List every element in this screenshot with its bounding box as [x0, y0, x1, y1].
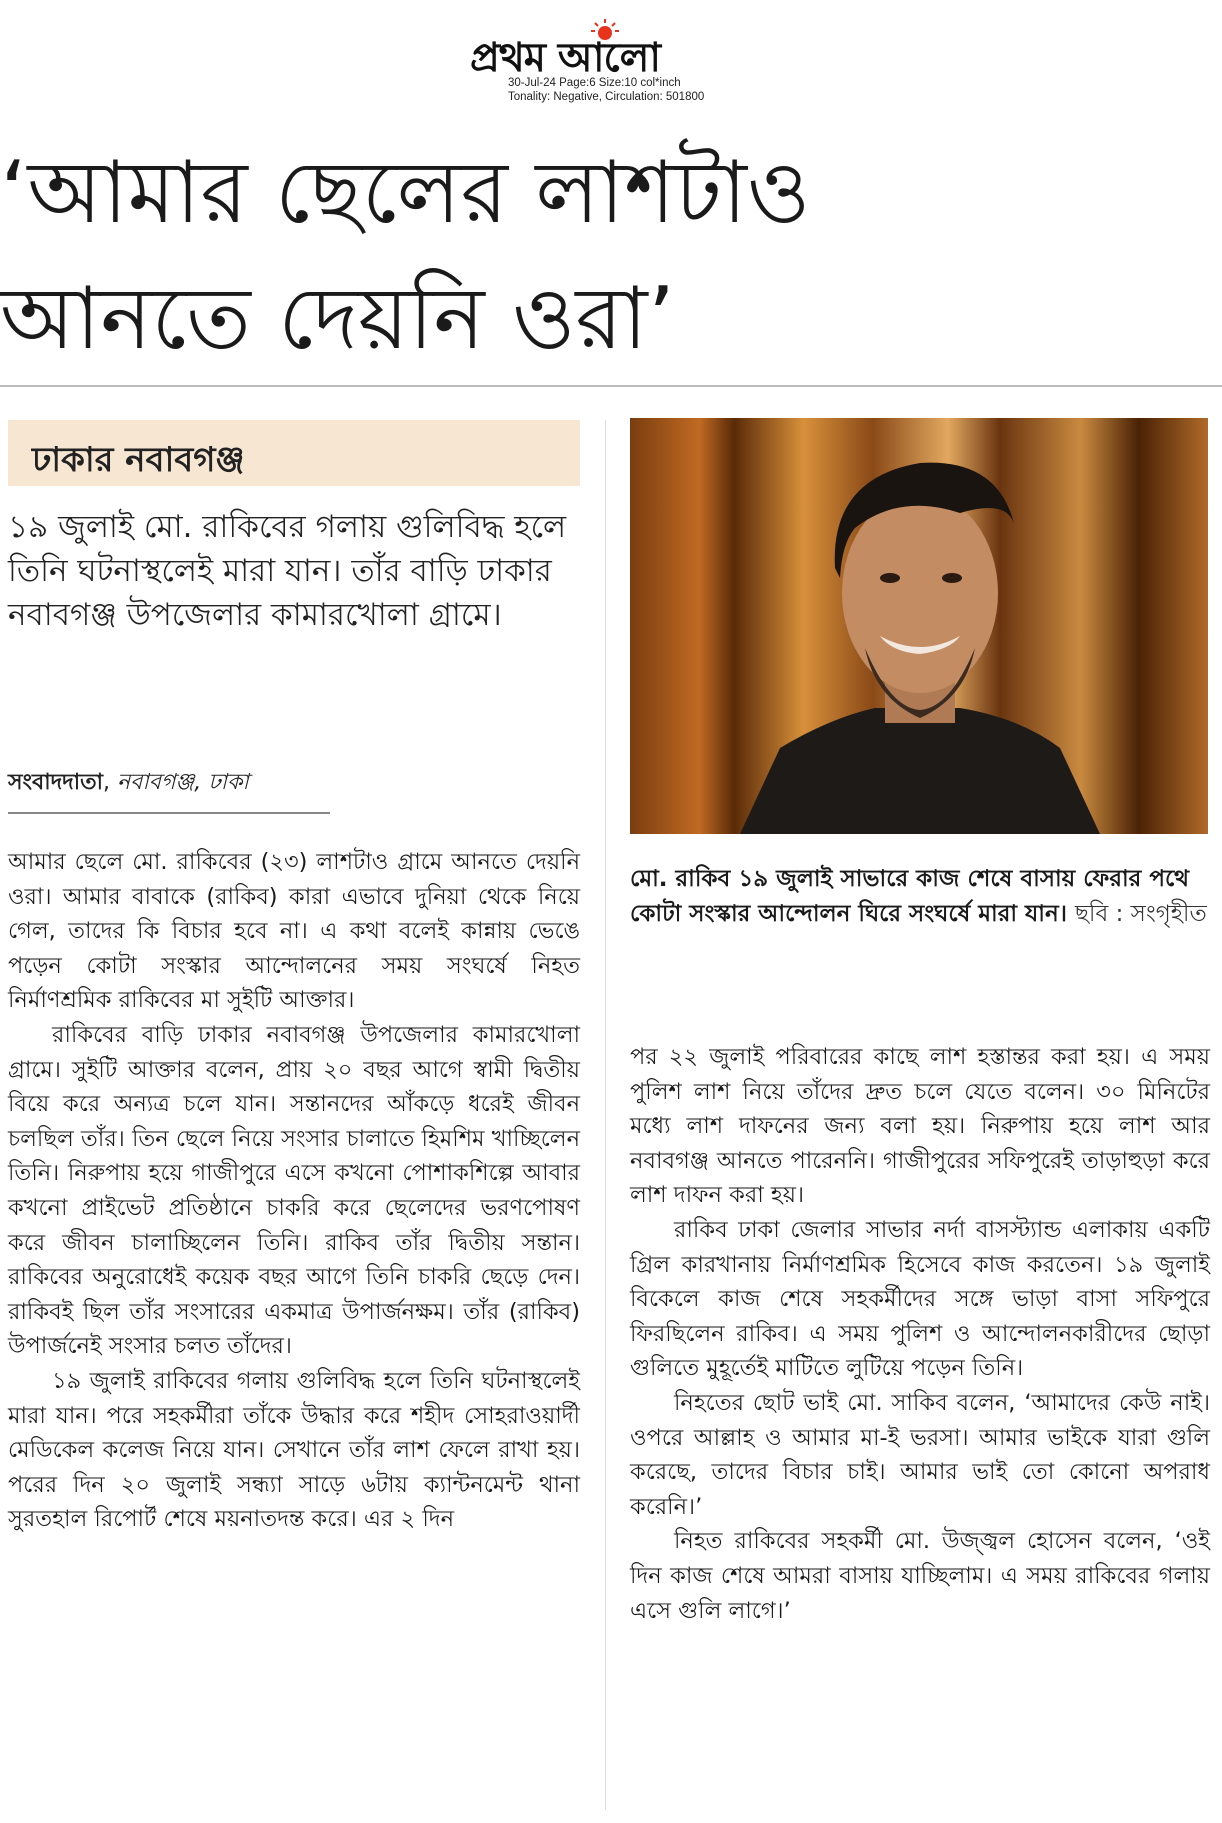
body-column-2 — [630, 1040, 1210, 1628]
headline — [0, 130, 1222, 382]
logo-text: প্রথম আলো — [470, 35, 661, 81]
body-column-1 — [8, 845, 580, 1537]
byline-place: নবাবগঞ্জ, ঢাকা — [117, 770, 249, 795]
portrait-illustration — [630, 418, 1208, 834]
byline-rule — [8, 812, 330, 814]
paragraph: নিহত রাকিবের সহকর্মী মো. উজ্জ্বল হোসেন বলেন, ‘ওই দিন কাজ শেষে আমরা বাসায় যাচ্ছিলাম। এ সময় রাকিবের গলায় এসে গুলি লাগে।’ — [630, 1528, 1210, 1624]
location-label: ঢাকার নবাবগঞ্জ — [32, 440, 245, 480]
meta-date-size: 30-Jul-24 Page:6 Size:10 col*inch — [508, 77, 681, 89]
byline-role: সংবাদদাতা — [8, 770, 104, 795]
meta-tonality: Tonality: Negative, Circulation: 501800 — [508, 91, 705, 103]
column-separator — [605, 420, 606, 1810]
paragraph: নিহতের ছোট ভাই মো. সাকিব বলেন, ‘আমাদের কেউ নাই। ওপরে আল্লাহ ও আমার মা-ই ভরসা। আমার ভাইকে যারা গুলি করেছে, তাদের বিচার চাই। আমার ভাই তো কোনো অপরাধ করেনি।’ — [630, 1389, 1210, 1520]
photo-credit: ছবি : সংগৃহীত — [1074, 901, 1207, 927]
headline-rule — [0, 385, 1222, 387]
caption-text: মো. রাকিব ১৯ জুলাই সাভারে কাজ শেষে বাসায় ফেরার পথে কোটা সংস্কার আন্দোলন ঘিরে সংঘর্ষে মারা যান। — [630, 866, 1190, 927]
headline-line-1: ‘আমার ছেলের লাশটাও — [0, 143, 811, 243]
article-summary: ১৯ জুলাই মো. রাকিবের গলায় গুলিবিদ্ধ হলে তিনি ঘটনাস্থলেই মারা যান। তাঁর বাড়ি ঢাকার নবাবগঞ্জ উপজেলার কামারখোলা গ্রামে। — [8, 509, 567, 633]
photo-caption — [630, 862, 1210, 932]
paragraph: রাকিব ঢাকা জেলার সাভার নর্দা বাসস্ট্যান্ড এলাকায় একটি গ্রিল কারখানায় নির্মাণশ্রমিক হিসেবে কাজ করতেন। ১৯ জুলাই বিকেলে কাজ শেষে সহকর্মীদের সঙ্গে ভাড়া বাসা সফিপুরে ফিরছিলেন রাকিব। এ সময় পুলিশ ও আন্দোলনকারীদের ছোড়া গুলিতে মুহূর্তেই মাটিতে লুটিয়ে পড়েন তিনি। — [630, 1216, 1210, 1382]
masthead — [0, 0, 1222, 110]
paragraph: আমার ছেলে মো. রাকিবের (২৩) লাশটাও গ্রামে আনতে দেয়নি ওরা। আমার বাবাকে (রাকিব) কারা এভাবে দুনিয়া থেকে নিয়ে গেল, তাদের কি বিচার হবে না। এ কথা বলেই কান্নায় ভেঙে পড়েন কোটা সংস্কার আন্দোলনের সময় সংঘর্ষে নিহত নির্মাণশ্রমিক রাকিবের মা সুইটি আক্তার। — [8, 849, 580, 1014]
paragraph: ১৯ জুলাই রাকিবের গলায় গুলিবিদ্ধ হলে তিনি ঘটনাস্থলেই মারা যান। পরে সহকর্মীরা তাঁকে উদ্ধার করে শহীদ সোহরাওয়ার্দী মেডিকেল কলেজ নিয়ে যান। সেখানে তাঁর লাশ ফেলে রাখা হয়। পরের দিন ২০ জুলাই সন্ধ্যা সাড়ে ৬টায় ক্যান্টনমেন্ট থানা সুরতহাল রিপোর্ট শেষে ময়নাতদন্ত করে। এর ২ দিন — [8, 1367, 580, 1533]
paragraph: রাকিবের বাড়ি ঢাকার নবাবগঞ্জ উপজেলার কামারখোলা গ্রামে। সুইটি আক্তার বলেন, প্রায় ২০ বছর আগে স্বামী দ্বিতীয় বিয়ে করে অন্যত্র চলে যান। সন্তানদের আঁকড়ে ধরেই জীবন চলছিল তাঁর। তিন ছেলে নিয়ে সংসার চালাতে হিমশিম খাচ্ছিলেন তিনি। নিরুপায় হয়ে গাজীপুরে এসে কখনো পোশাকশিল্পে আবার কখনো প্রাইভেট প্রতিষ্ঠানে চাকরি করে ছেলেদের ভরণপোষণ করে জীবন চালাচ্ছিলেন তিনি। রাকিব তাঁর দ্বিতীয় সন্তান। রাকিবের অনুরোধেই কয়েক বছর আগে তিনি চাকরি ছেড়ে দেন। রাকিবই ছিল তাঁর সংসারের একমাত্র উপার্জনক্ষম। তাঁর (রাকিব) উপার্জনেই সংসার চলত তাঁদের। — [8, 1021, 580, 1360]
portrait-photo — [630, 418, 1208, 834]
newspaper-logo — [470, 18, 770, 81]
location-tag — [8, 420, 580, 486]
clipping-meta — [508, 76, 704, 104]
headline-line-2: আনতে দেয়নি ওরা’ — [0, 269, 675, 369]
byline: সংবাদদাতা, নবাবগঞ্জ, ঢাকা — [8, 770, 249, 795]
paragraph: পর ২২ জুলাই পরিবারের কাছে লাশ হস্তান্তর করা হয়। এ সময় পুলিশ লাশ নিয়ে তাঁদের দ্রুত চলে যেতে বলেন। ৩০ মিনিটের মধ্যে লাশ দাফনের জন্য বলা হয়। নিরুপায় হয়ে লাশ আর নবাবগঞ্জ আনতে পারেননি। গাজীপুরের সফিপুরেই তাড়াহুড়া করে লাশ দাফন করা হয়। — [630, 1044, 1210, 1209]
